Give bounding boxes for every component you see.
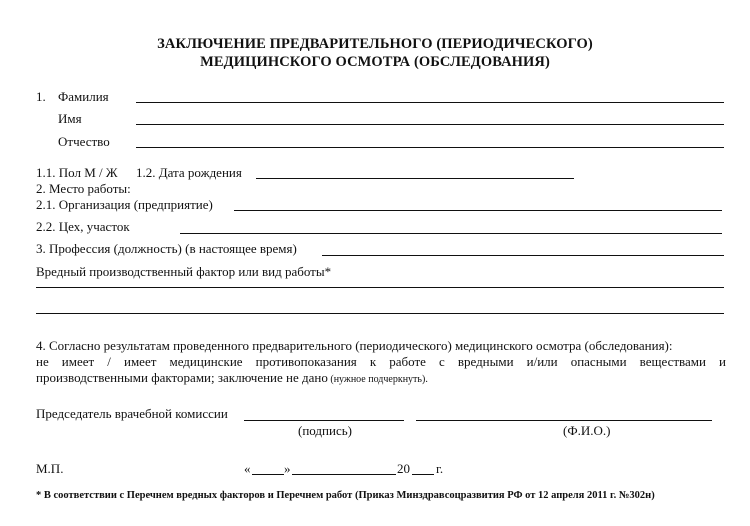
footnote: * В соответствии с Перечнем вредных факторов и Перечнем работ (Приказ Минздравсоцразвития РФ от 12 апреля 2011 г. №302н)	[36, 490, 655, 501]
item1-number: 1.	[36, 89, 46, 104]
name-label: Имя	[58, 111, 82, 126]
profession-label: 3. Профессия (должность) (в настоящее время)	[36, 241, 297, 256]
patronymic-field[interactable]	[136, 147, 724, 148]
harmful-factor-label: Вредный производственный фактор или вид работы*	[36, 264, 332, 279]
harmful-factor-field-1[interactable]	[36, 287, 724, 288]
name-field[interactable]	[136, 124, 724, 125]
form-title-line1: ЗАКЛЮЧЕНИЕ ПРЕДВАРИТЕЛЬНОГО (ПЕРИОДИЧЕСКОГО)	[157, 36, 593, 52]
date-open-quote: «	[244, 461, 251, 476]
conclusion-line1: 4. Согласно результатам проведенного предварительного (периодического) медицинского осмотра (обследования):	[36, 338, 673, 353]
underline-note: (нужное подчеркнуть).	[327, 374, 428, 385]
patronymic-label: Отчество	[58, 134, 110, 149]
form-title-line2: МЕДИЦИНСКОГО ОСМОТРА (ОБСЛЕДОВАНИЯ)	[200, 54, 550, 70]
commission-chair-label: Председатель врачебной комиссии	[36, 406, 228, 421]
fio-caption: (Ф.И.О.)	[563, 423, 611, 438]
department-field[interactable]	[180, 233, 722, 234]
profession-field[interactable]	[322, 255, 724, 256]
workplace-label: 2. Место работы:	[36, 181, 131, 196]
conclusion-line3	[36, 370, 428, 386]
organization-label: 2.1. Организация (предприятие)	[36, 197, 213, 212]
date-close-quote: »	[284, 461, 291, 476]
surname-field[interactable]	[136, 102, 724, 103]
sex-label: 1.1. Пол М / Ж	[36, 165, 118, 180]
department-label: 2.2. Цех, участок	[36, 219, 130, 234]
signature-caption: (подпись)	[298, 423, 352, 438]
birthdate-field[interactable]	[256, 178, 574, 179]
day-field[interactable]	[252, 474, 284, 475]
surname-label: Фамилия	[58, 89, 109, 104]
organization-field[interactable]	[234, 210, 722, 211]
month-field[interactable]	[292, 474, 396, 475]
conclusion-line2: не имеет / имеет медицинские противопоказания к работе с вредными и/или опасными веществами и	[36, 354, 726, 369]
harmful-factor-field-2[interactable]	[36, 313, 724, 314]
stamp-label: М.П.	[36, 461, 64, 476]
conclusion-line3-main: производственными факторами; заключение не дано	[36, 370, 328, 385]
year-suffix: г.	[436, 461, 444, 476]
birthdate-label: 1.2. Дата рождения	[136, 165, 242, 180]
year-field[interactable]	[412, 474, 434, 475]
year-prefix: 20	[397, 461, 410, 476]
fio-field[interactable]	[416, 420, 712, 421]
signature-field[interactable]	[244, 420, 404, 421]
